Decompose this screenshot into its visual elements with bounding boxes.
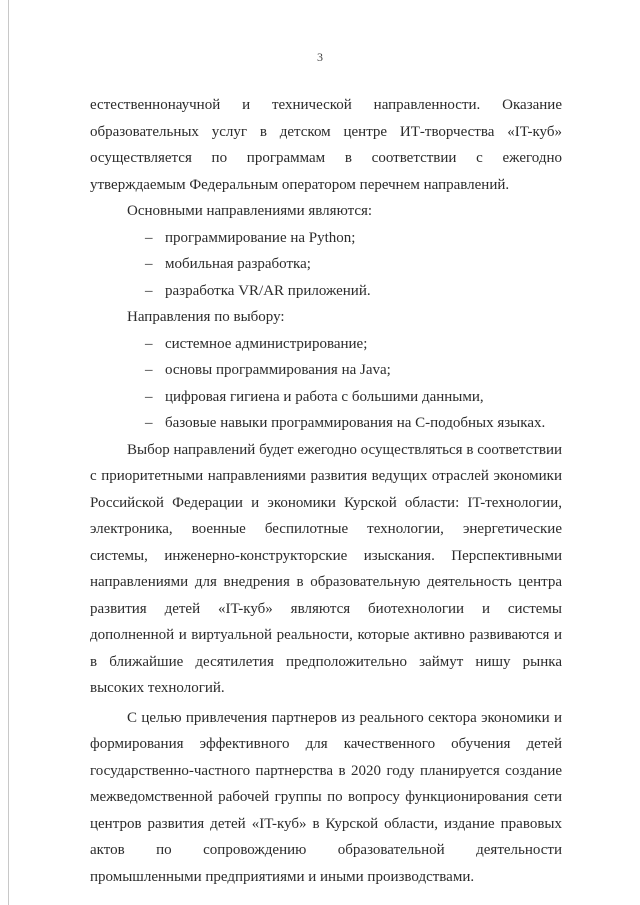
list-item: [90, 410, 562, 437]
dash-marker: –: [145, 388, 153, 405]
dash-marker: –: [145, 415, 153, 431]
scan-edge-line: [8, 0, 9, 905]
main-directions-heading: Основными направлениями являются:: [127, 203, 373, 219]
elective-directions-heading: Направления по выбору:: [127, 309, 285, 325]
list-item-text: программирование на Python;: [165, 229, 356, 246]
dash-marker: –: [145, 229, 153, 246]
list-item-text: разработка VR/AR приложений.: [165, 282, 371, 299]
dash-marker: –: [145, 256, 153, 272]
paragraph-intro: естественнонаучной и технической направленности. Оказание образовательных услуг в детском центре ИТ-творчества «IT-куб» осуществляется по программам в соответствии с ежегодно утверждаемым Федеральным оператором перечнем направлений.: [90, 97, 562, 193]
dash-marker: –: [145, 362, 153, 378]
list-item: [90, 331, 562, 358]
document-body: [90, 92, 562, 890]
list-item-text: системное администрирование;: [165, 335, 368, 352]
list-item-text: мобильная разработка;: [165, 256, 311, 272]
list-item: [90, 225, 562, 252]
elective-directions-list: [90, 331, 562, 437]
list-item-text: основы программирования на Java;: [165, 362, 391, 378]
paragraph-directions-selection: Выбор направлений будет ежегодно осуществляться в соответствии с приоритетными направлениями развития ведущих отраслей экономики Российской Федерации и экономики Курской области: IT-технологии, электроника, военные беспилотные технологии, энергетические системы, инженерно-конструкторские изыскания. Перспективными направлениями для внедрения в образовательную деятельность центра развития детей «IT-куб» являются биотехнологии и системы дополненной и виртуальной реальности, которые активно развиваются и в ближайшие десятилетия предположительно займут нишу рынка высоких технологий.: [90, 441, 562, 696]
list-item: [90, 251, 562, 278]
dash-marker: –: [145, 282, 153, 299]
main-directions-list: [90, 225, 562, 305]
list-item-text: базовые навыки программирования на С-подобных языках.: [165, 415, 546, 431]
list-item: [90, 357, 562, 384]
list-item: [90, 278, 562, 305]
dash-marker: –: [145, 335, 153, 352]
list-item: [90, 384, 562, 411]
page-number: 3: [317, 50, 323, 64]
paragraph-partnership: С целью привлечения партнеров из реального сектора экономики и формирования эффективного для качественного обучения детей государственно-частного партнерства в 2020 году планируется создание межведомственной рабочей группы по вопросу функционирования сети центров развития детей «IT-куб» в Курской области, издание правовых актов по сопровождению образовательной деятельности промышленными предприятиями и иными производствами.: [90, 709, 562, 885]
list-item-text: цифровая гигиена и работа с большими данными,: [165, 388, 484, 405]
